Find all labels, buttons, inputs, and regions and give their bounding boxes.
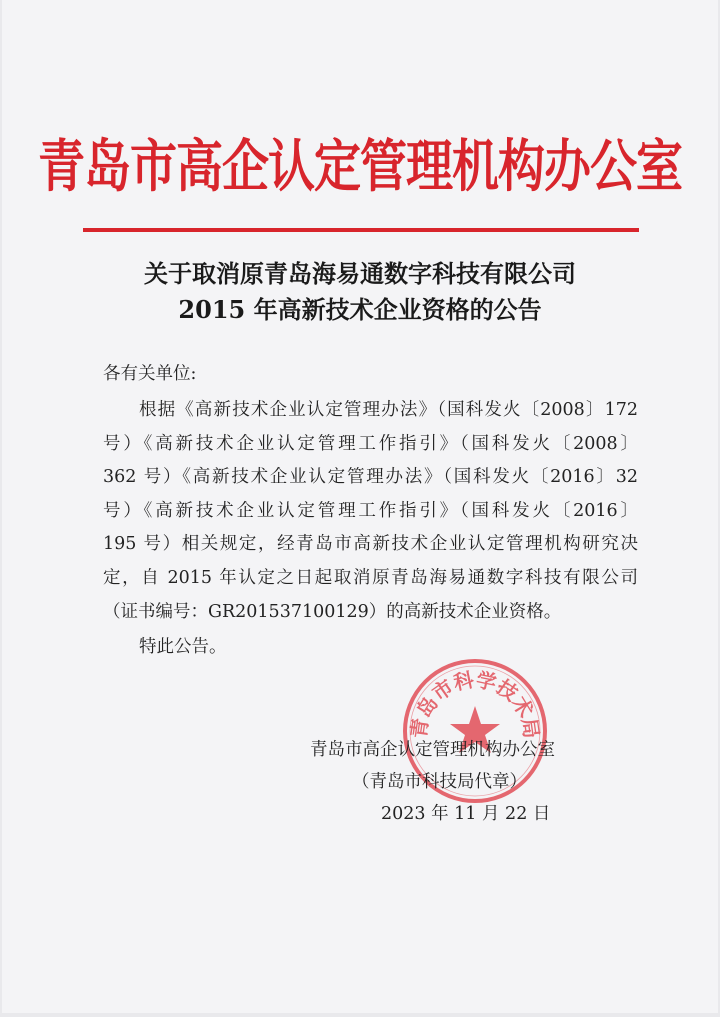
signature-date: 2023 年 11 月 22 日 xyxy=(381,804,551,824)
body-line: （证书编号：GR201537100129）的高新技术企业资格。 xyxy=(103,602,562,622)
body-line: 号）《高新技术企业认定管理工作指引》（国科发火〔2016〕 xyxy=(103,501,638,521)
document-title-line-1: 关于取消原青岛海易通数字科技有限公司 xyxy=(144,259,576,288)
closing-remark: 特此公告。 xyxy=(139,637,227,657)
body-line: 195 号）相关规定，经青岛市高新技术企业认定管理机构研究决 xyxy=(103,534,638,554)
body-line: 定，自 2015 年认定之日起取消原青岛海易通数字科技有限公司 xyxy=(103,568,638,588)
seal-text: 青岛市科学技术局 xyxy=(406,667,544,740)
body-line: 号）《高新技术企业认定管理工作指引》（国科发火〔2008〕 xyxy=(103,434,638,454)
document-page xyxy=(2,0,718,1013)
body-line: 362 号）《高新技术企业认定管理办法》（国科发火〔2016〕32 xyxy=(103,467,638,487)
document-title-line-2: 2015 年高新技术企业资格的公告 xyxy=(178,295,542,324)
salutation: 各有关单位: xyxy=(103,364,197,384)
issuing-office-header: 青岛市高企认定管理机构办公室 xyxy=(38,134,682,200)
header-red-rule xyxy=(83,228,639,232)
signature-proxy-seal-note: （青岛市科技局代章） xyxy=(352,772,527,792)
signature-organization: 青岛市高企认定管理机构办公室 xyxy=(310,740,555,760)
body-line: 根据《高新技术企业认定管理办法》（国科发火〔2008〕172 xyxy=(139,400,638,420)
